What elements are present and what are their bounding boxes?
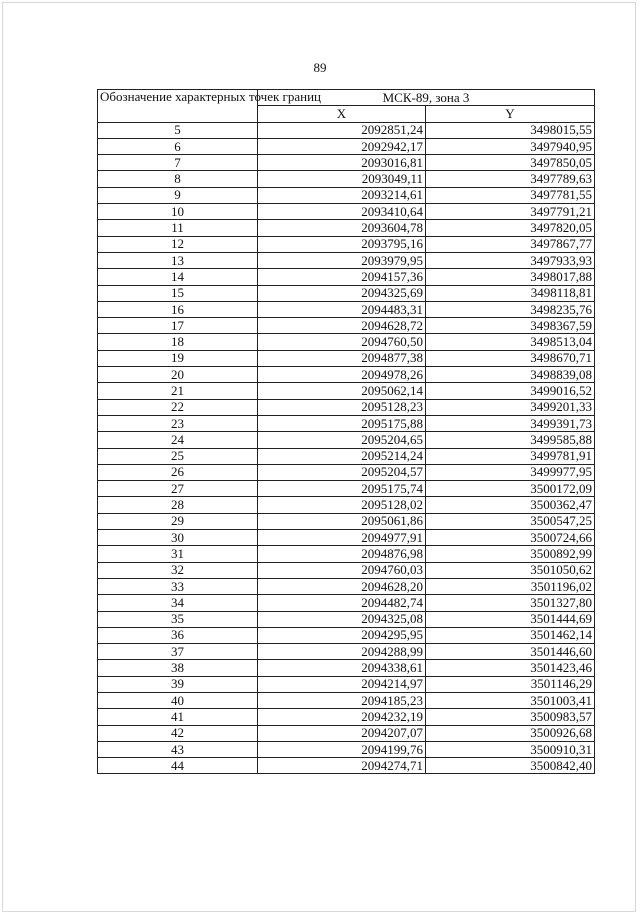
y-cell: 3501050,62 (426, 562, 595, 578)
y-cell: 3500983,57 (426, 709, 595, 725)
point-id-cell: 34 (98, 595, 258, 611)
point-id-cell: 36 (98, 627, 258, 643)
x-cell: 2094628,20 (258, 578, 426, 594)
table-row (98, 497, 595, 513)
x-cell: 2094214,97 (258, 676, 426, 692)
table-header-row (98, 90, 595, 106)
x-cell: 2094338,61 (258, 660, 426, 676)
x-cell: 2095128,02 (258, 497, 426, 513)
x-cell: 2093016,81 (258, 155, 426, 171)
table-row (98, 611, 595, 627)
x-cell: 2095214,24 (258, 448, 426, 464)
table-row (98, 334, 595, 350)
table-row (98, 122, 595, 138)
y-cell: 3500547,25 (426, 513, 595, 529)
x-cell: 2094628,72 (258, 318, 426, 334)
point-id-cell: 14 (98, 269, 258, 285)
y-cell: 3500842,40 (426, 758, 595, 774)
x-cell: 2094877,38 (258, 350, 426, 366)
x-cell: 2094760,50 (258, 334, 426, 350)
y-cell: 3499977,95 (426, 464, 595, 480)
x-cell: 2094325,69 (258, 285, 426, 301)
point-id-cell: 38 (98, 660, 258, 676)
y-cell: 3498118,81 (426, 285, 595, 301)
y-cell: 3497867,77 (426, 236, 595, 252)
table-row (98, 301, 595, 317)
x-cell: 2095062,14 (258, 383, 426, 399)
y-cell: 3497791,21 (426, 204, 595, 220)
x-cell: 2093795,16 (258, 236, 426, 252)
x-cell: 2094325,08 (258, 611, 426, 627)
point-id-cell: 42 (98, 725, 258, 741)
point-id-cell: 21 (98, 383, 258, 399)
point-id-cell: 18 (98, 334, 258, 350)
table-row (98, 660, 595, 676)
y-cell: 3497850,05 (426, 155, 595, 171)
y-cell: 3498235,76 (426, 301, 595, 317)
x-cell: 2094207,07 (258, 725, 426, 741)
x-cell: 2093979,95 (258, 252, 426, 268)
point-id-cell: 40 (98, 692, 258, 708)
y-cell: 3501327,80 (426, 595, 595, 611)
point-id-cell: 28 (98, 497, 258, 513)
point-id-cell: 10 (98, 204, 258, 220)
table-row (98, 318, 595, 334)
table-row (98, 725, 595, 741)
x-cell: 2095204,57 (258, 464, 426, 480)
x-cell: 2095128,23 (258, 399, 426, 415)
table-row (98, 171, 595, 187)
table-row (98, 252, 595, 268)
y-cell: 3499201,33 (426, 399, 595, 415)
y-cell: 3500892,99 (426, 546, 595, 562)
x-cell: 2092942,17 (258, 138, 426, 154)
point-id-cell: 41 (98, 709, 258, 725)
header-y: Y (426, 106, 595, 122)
y-cell: 3500724,66 (426, 530, 595, 546)
y-cell: 3497933,93 (426, 252, 595, 268)
x-cell: 2094232,19 (258, 709, 426, 725)
x-cell: 2094483,31 (258, 301, 426, 317)
point-id-cell: 13 (98, 252, 258, 268)
point-id-cell: 5 (98, 122, 258, 138)
table-row (98, 187, 595, 203)
point-id-cell: 6 (98, 138, 258, 154)
y-cell: 3501003,41 (426, 692, 595, 708)
table-row (98, 595, 595, 611)
point-id-cell: 17 (98, 318, 258, 334)
x-cell: 2095061,86 (258, 513, 426, 529)
point-id-cell: 7 (98, 155, 258, 171)
coordinates-table (97, 89, 595, 774)
x-cell: 2094978,26 (258, 367, 426, 383)
table-row (98, 383, 595, 399)
table-row (98, 367, 595, 383)
point-id-cell: 20 (98, 367, 258, 383)
header-coordinate-system: МСК-89, зона 3 (258, 90, 595, 106)
point-id-cell: 27 (98, 481, 258, 497)
y-cell: 3500172,09 (426, 481, 595, 497)
table-row (98, 236, 595, 252)
point-id-cell: 9 (98, 187, 258, 203)
point-id-cell: 32 (98, 562, 258, 578)
y-cell: 3497781,55 (426, 187, 595, 203)
point-id-cell: 15 (98, 285, 258, 301)
x-cell: 2094876,98 (258, 546, 426, 562)
point-id-cell: 12 (98, 236, 258, 252)
table-row (98, 578, 595, 594)
x-cell: 2095204,65 (258, 432, 426, 448)
x-cell: 2095175,88 (258, 415, 426, 431)
y-cell: 3501444,69 (426, 611, 595, 627)
y-cell: 3501462,14 (426, 627, 595, 643)
x-cell: 2094295,95 (258, 627, 426, 643)
point-id-cell: 22 (98, 399, 258, 415)
point-id-cell: 23 (98, 415, 258, 431)
x-cell: 2093410,64 (258, 204, 426, 220)
table-row (98, 285, 595, 301)
point-id-cell: 11 (98, 220, 258, 236)
point-id-cell: 26 (98, 464, 258, 480)
table-row (98, 627, 595, 643)
point-id-cell: 31 (98, 546, 258, 562)
table-row (98, 481, 595, 497)
x-cell: 2094185,23 (258, 692, 426, 708)
x-cell: 2094977,91 (258, 530, 426, 546)
point-id-cell: 19 (98, 350, 258, 366)
table-row (98, 204, 595, 220)
y-cell: 3500362,47 (426, 497, 595, 513)
table-row (98, 138, 595, 154)
point-id-cell: 16 (98, 301, 258, 317)
table-row (98, 709, 595, 725)
table-row (98, 220, 595, 236)
point-id-cell: 8 (98, 171, 258, 187)
x-cell: 2093049,11 (258, 171, 426, 187)
y-cell: 3498367,59 (426, 318, 595, 334)
y-cell: 3499781,91 (426, 448, 595, 464)
table-row (98, 546, 595, 562)
y-cell: 3501196,02 (426, 578, 595, 594)
table-row (98, 692, 595, 708)
y-cell: 3501146,29 (426, 676, 595, 692)
table-body (98, 122, 595, 774)
y-cell: 3499016,52 (426, 383, 595, 399)
y-cell: 3497820,05 (426, 220, 595, 236)
x-cell: 2094157,36 (258, 269, 426, 285)
table-row (98, 399, 595, 415)
y-cell: 3499391,73 (426, 415, 595, 431)
y-cell: 3498513,04 (426, 334, 595, 350)
table-row (98, 155, 595, 171)
y-cell: 3501446,60 (426, 644, 595, 660)
x-cell: 2092851,24 (258, 122, 426, 138)
point-id-cell: 24 (98, 432, 258, 448)
point-id-cell: 29 (98, 513, 258, 529)
point-id-cell: 30 (98, 530, 258, 546)
table-row (98, 741, 595, 757)
x-cell: 2093604,78 (258, 220, 426, 236)
x-cell: 2094274,71 (258, 758, 426, 774)
x-cell: 2094288,99 (258, 644, 426, 660)
y-cell: 3497940,95 (426, 138, 595, 154)
point-id-cell: 35 (98, 611, 258, 627)
y-cell: 3500910,31 (426, 741, 595, 757)
point-id-cell: 43 (98, 741, 258, 757)
point-id-cell: 37 (98, 644, 258, 660)
y-cell: 3497789,63 (426, 171, 595, 187)
y-cell: 3498670,71 (426, 350, 595, 366)
table-row (98, 676, 595, 692)
table-row (98, 562, 595, 578)
table-row (98, 432, 595, 448)
x-cell: 2093214,61 (258, 187, 426, 203)
x-cell: 2094482,74 (258, 595, 426, 611)
y-cell: 3500926,68 (426, 725, 595, 741)
header-x: X (258, 106, 426, 122)
table-row (98, 350, 595, 366)
page-number: 89 (313, 60, 327, 75)
table-row (98, 758, 595, 774)
table-row (98, 415, 595, 431)
table-row (98, 269, 595, 285)
table-row (98, 464, 595, 480)
point-id-cell: 25 (98, 448, 258, 464)
header-point-label: Обозначение характерных точек границ (98, 90, 258, 123)
y-cell: 3498017,88 (426, 269, 595, 285)
table-row (98, 530, 595, 546)
point-id-cell: 44 (98, 758, 258, 774)
point-id-cell: 33 (98, 578, 258, 594)
y-cell: 3498015,55 (426, 122, 595, 138)
table-row (98, 644, 595, 660)
table-row (98, 448, 595, 464)
table-row (98, 513, 595, 529)
x-cell: 2094760,03 (258, 562, 426, 578)
point-id-cell: 39 (98, 676, 258, 692)
y-cell: 3501423,46 (426, 660, 595, 676)
y-cell: 3498839,08 (426, 367, 595, 383)
x-cell: 2094199,76 (258, 741, 426, 757)
x-cell: 2095175,74 (258, 481, 426, 497)
y-cell: 3499585,88 (426, 432, 595, 448)
